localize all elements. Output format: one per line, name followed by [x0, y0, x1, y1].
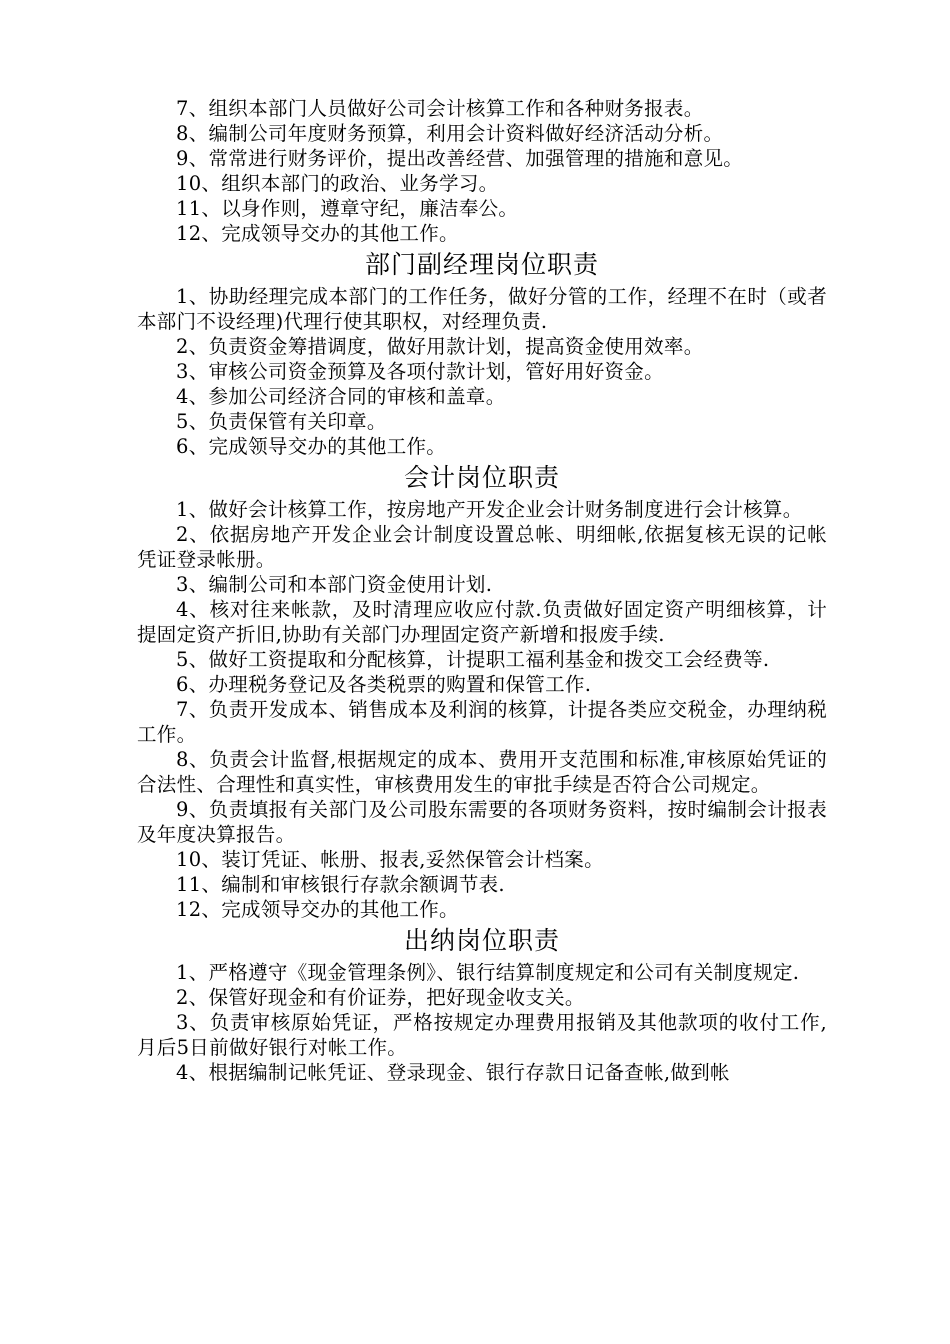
- duty-item: 1、协助经理完成本部门的工作任务，做好分管的工作，经理不在时（或者本部门不设经理)代理行使其职权，对经理负责.: [137, 285, 827, 333]
- duty-item: 4、参加公司经济合同的审核和盖章。: [176, 385, 506, 408]
- duty-item: 8、编制公司年度财务预算，利用会计资料做好经济活动分析。: [176, 122, 724, 145]
- duty-item: 4、核对往来帐款，及时清理应收应付款.负责做好固定资产明细核算，计提固定资产折旧,协助有关部门办理固定资产新增和报废手续.: [137, 598, 827, 646]
- duty-item: 8、负责会计监督,根据规定的成本、费用开支范围和标准,审核原始凭证的合法性、合理性和真实性，审核费用发生的审批手续是否符合公司规定。: [137, 748, 827, 796]
- duty-item: 10、装订凭证、帐册、报表,妥然保管会计档案。: [176, 848, 604, 871]
- duty-item: 9、常常进行财务评价，提出改善经营、加强管理的措施和意见。: [176, 147, 744, 170]
- duty-item: 12、完成领导交办的其他工作。: [176, 898, 459, 921]
- duty-item: 12、完成领导交办的其他工作。: [176, 222, 459, 245]
- duty-item: 7、负责开发成本、销售成本及利润的核算，计提各类应交税金，办理纳税工作。: [137, 698, 827, 746]
- section-cashier: [137, 926, 827, 1085]
- duty-item: 3、审核公司资金预算及各项付款计划，管好用好资金。: [176, 360, 664, 383]
- duty-item: 3、负责审核原始凭证，严格按规定办理费用报销及其他款项的收付工作,月后5日前做好银行对帐工作。: [137, 1011, 827, 1059]
- duty-item: 5、负责保管有关印章。: [176, 410, 387, 433]
- duty-item: 1、严格遵守《现金管理条例》、银行结算制度规定和公司有关制度规定.: [176, 961, 800, 984]
- section-accountant: [137, 463, 827, 922]
- section-title: 部门副经理岗位职责: [364, 250, 599, 279]
- duty-item: 6、办理税务登记及各类税票的购置和保管工作.: [176, 673, 592, 696]
- duty-item: 11、编制和审核银行存款余额调节表.: [176, 873, 505, 896]
- duty-item: 7、组织本部门人员做好公司会计核算工作和各种财务报表。: [176, 97, 704, 120]
- duty-item: 6、完成领导交办的其他工作。: [176, 435, 447, 458]
- duty-item: 4、根据编制记帐凭证、登录现金、银行存款日记备查帐,做到帐: [176, 1061, 730, 1084]
- section-title: 会计岗位职责: [403, 463, 560, 492]
- document-page: [137, 96, 827, 1085]
- duty-item: 2、负责资金筹措调度，做好用款计划，提高资金使用效率。: [176, 335, 704, 358]
- duty-item: 10、组织本部门的政治、业务学习。: [176, 172, 499, 195]
- duty-item: 5、做好工资提取和分配核算，计提职工福利基金和拨交工会经费等.: [176, 648, 770, 671]
- duty-item: 11、以身作则，遵章守纪，廉洁奉公。: [176, 197, 519, 220]
- duty-item: 3、编制公司和本部门资金使用计划.: [176, 573, 493, 596]
- section-title: 出纳岗位职责: [403, 926, 560, 955]
- duty-item: 9、负责填报有关部门及公司股东需要的各项财务资料，按时编制会计报表及年度决算报告。: [137, 798, 827, 846]
- section-deputy-manager: [137, 250, 827, 459]
- duty-item: 2、保管好现金和有价证券，把好现金收支关。: [176, 986, 585, 1009]
- duty-item: 1、做好会计核算工作，按房地产开发企业会计财务制度进行会计核算。: [176, 498, 803, 521]
- duty-item: 2、依据房地产开发企业会计制度设置总帐、明细帐,依据复核无误的记帐凭证登录帐册。: [137, 523, 827, 571]
- section-manager-duties-continued: [137, 96, 827, 246]
